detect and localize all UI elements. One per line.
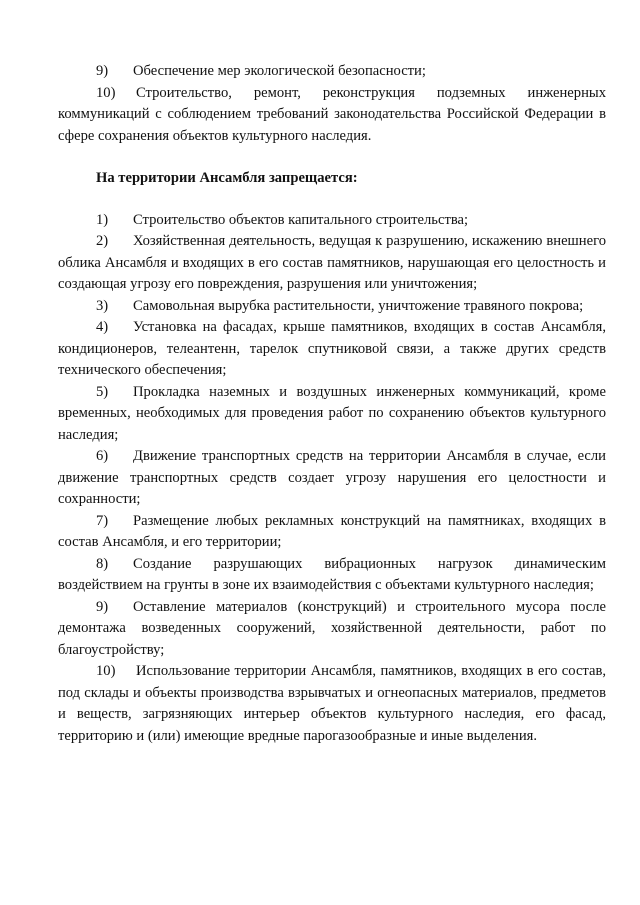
- item-text: Строительство объектов капитального строительства;: [133, 211, 469, 228]
- item-text: Движение транспортных средств на территории Ансамбля в случае, если движение транспортных средств создает угрозу нарушения его целостности и сохранности;: [58, 448, 606, 507]
- list-item: [58, 511, 606, 554]
- item-number: 8): [96, 555, 109, 572]
- item-number: 5): [96, 383, 109, 400]
- item-number: 6): [96, 448, 109, 464]
- section-heading: На территории Ансамбля запрещается:: [96, 170, 358, 186]
- item-text: Создание разрушающих вибрационных нагрузок динамическим воздействием на грунты в зоне их взаимодействия с объектами культурного наследия;: [58, 555, 606, 593]
- list-item: [58, 554, 606, 597]
- item-text: Самовольная вырубка растительности, уничтожение травяного покрова;: [133, 297, 584, 314]
- list-item: [58, 597, 606, 662]
- list-item: [58, 296, 606, 318]
- paragraph-gap: [58, 147, 606, 168]
- item-text: Оставление материалов (конструкций) и строительного мусора после демонтажа возведенных сооружений, хозяйственной деятельности, работ по благоустройству;: [58, 598, 606, 658]
- list-item: [58, 231, 606, 296]
- item-text: Использование территории Ансамбля, памятников, входящих в его состав, под склады и объекты производства взрывчатых и огнеопасных материалов, предметов и веществ, загрязняющих интерьер объектов культурного наследия, его фасад, территорию и (или) имеющие вредные парогазообразные и иные выделения.: [58, 663, 606, 744]
- item-text: Размещение любых рекламных конструкций на памятниках, входящих в состав Ансамбля, и его территории;: [58, 512, 606, 550]
- item-text: Хозяйственная деятельность, ведущая к разрушению, искажению внешнего облика Ансамбля и входящих в его состав памятников, нарушающая его целостность и создающая угрозу его повреждения, разрушения или уничтожения;: [58, 233, 606, 292]
- item-number: 2): [96, 233, 109, 249]
- document-page: [58, 61, 606, 747]
- item-text: Прокладка наземных и воздушных инженерных коммуникаций, кроме временных, необходимых для проведения работ по сохранению объектов культурного наследия;: [58, 383, 606, 443]
- item-number: 10): [96, 84, 116, 101]
- item-number: 9): [96, 598, 109, 615]
- item-number: 7): [96, 512, 109, 529]
- list-item: [58, 83, 606, 148]
- item-number: 10): [96, 663, 116, 679]
- item-text: Обеспечение мер экологической безопасности;: [133, 63, 426, 79]
- list-item: [58, 446, 606, 511]
- item-text: Строительство, ремонт, реконструкция подземных инженерных коммуникаций с соблюдением требований законодательства Российской Федерации в сфере сохранения объектов культурного наследия.: [58, 84, 606, 144]
- list-item: [58, 61, 606, 83]
- item-text: Установка на фасадах, крыше памятников, входящих в состав Ансамбля, кондиционеров, телеантенн, тарелок спутниковой связи, а также других средств технического обеспечения;: [58, 319, 606, 378]
- paragraph-gap: [58, 190, 606, 210]
- list-item: [58, 661, 606, 747]
- item-number: 1): [96, 211, 109, 228]
- list-item: [58, 382, 606, 447]
- item-number: 3): [96, 297, 109, 314]
- list-item: [58, 210, 606, 232]
- item-number: 9): [96, 63, 109, 79]
- list-item: [58, 317, 606, 382]
- item-number: 4): [96, 319, 109, 335]
